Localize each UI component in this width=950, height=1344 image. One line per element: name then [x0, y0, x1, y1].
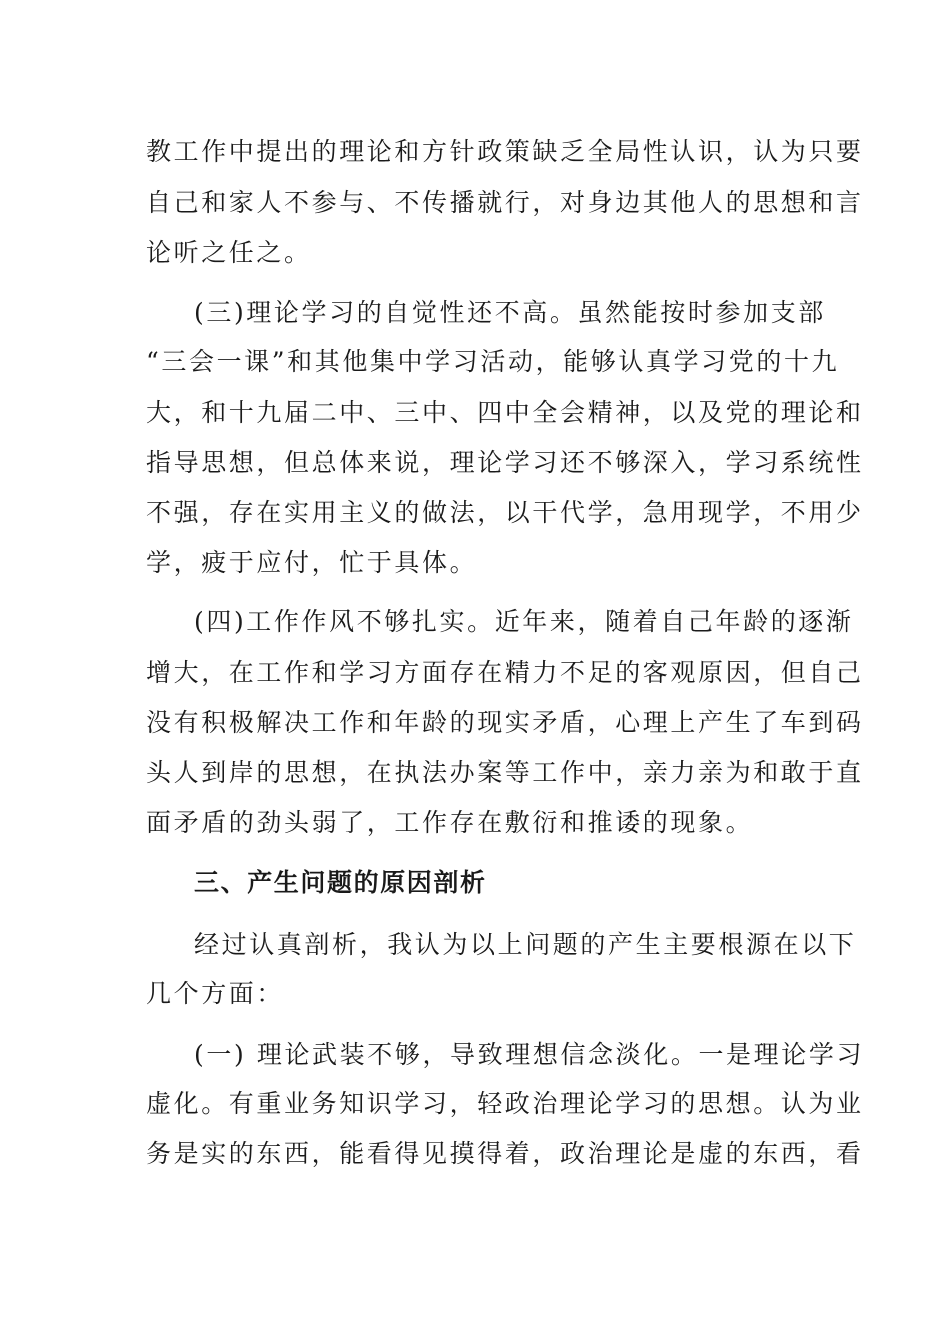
- text-line: (一) 理论武装不够，导致理想信念淡化。一是理论学习: [194, 1040, 865, 1069]
- text-line: 务是实的东西，能看得见摸得着，政治理论是虚的东西，看: [146, 1139, 864, 1168]
- text-line: (四)工作作风不够扎实。近年来，随着自己年龄的逐渐: [194, 607, 854, 636]
- text-line: 增大，在工作和学习方面存在精力不足的客观原因，但自己: [146, 658, 864, 687]
- text-line: 没有积极解决工作和年龄的现实矛盾，心理上产生了车到码: [146, 708, 864, 737]
- text-line: “三会一课”和其他集中学习活动，能够认真学习党的十九: [146, 347, 840, 376]
- text-line: 几个方面：: [146, 979, 285, 1008]
- text-line: 论听之任之。: [146, 238, 312, 267]
- text-line: 大，和十九届二中、三中、四中全会精神，以及党的理论和: [146, 398, 864, 427]
- section-heading: 三、产生问题的原因剖析: [194, 868, 487, 897]
- text-line: (三)理论学习的自觉性还不高。虽然能按时参加支部: [194, 298, 826, 327]
- text-line: 指导思想，但总体来说，理论学习还不够深入，学习系统性: [146, 448, 864, 477]
- text-line: 自己和家人不参与、不传播就行，对身边其他人的思想和言: [146, 188, 864, 217]
- text-line: 虚化。有重业务知识学习，轻政治理论学习的思想。认为业: [146, 1089, 864, 1118]
- text-line: 头人到岸的思想，在执法办案等工作中，亲力亲为和敢于直: [146, 758, 864, 787]
- text-line: 学，疲于应付，忙于具体。: [146, 548, 478, 577]
- text-line: 不强，存在实用主义的做法，以干代学，急用现学，不用少: [146, 498, 864, 527]
- text-line: 教工作中提出的理论和方针政策缺乏全局性认识，认为只要: [146, 137, 864, 166]
- text-line: 经过认真剖析，我认为以上问题的产生主要根源在以下: [194, 930, 857, 959]
- text-line: 面矛盾的劲头弱了，工作存在敷衍和推诿的现象。: [146, 808, 754, 837]
